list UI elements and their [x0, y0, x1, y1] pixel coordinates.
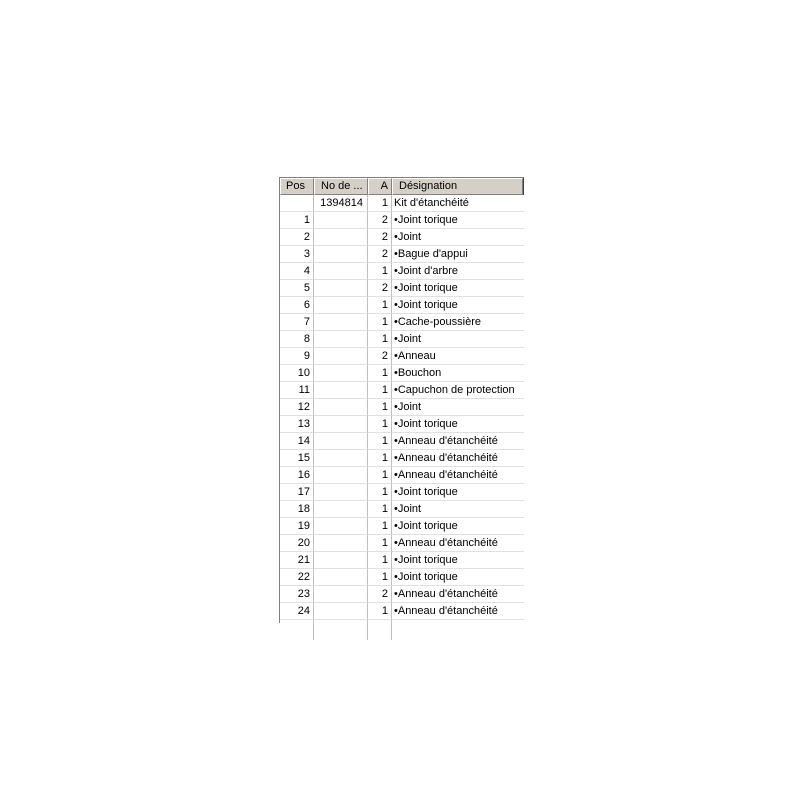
- column-header-pos[interactable]: Pos: [280, 178, 314, 195]
- column-header-quantity[interactable]: A: [368, 178, 392, 195]
- cell-pos: 17: [280, 484, 314, 501]
- cell-quantity: 1: [368, 535, 392, 552]
- cell-designation: •Joint torique: [392, 280, 524, 297]
- cell-part-number: [314, 501, 368, 518]
- cell-quantity: 1: [368, 450, 392, 467]
- cell-designation: •Joint d'arbre: [392, 263, 524, 280]
- table-row[interactable]: [280, 263, 524, 280]
- cell-pos: [280, 195, 314, 212]
- table-row[interactable]: [280, 416, 524, 433]
- cell-quantity: 1: [368, 416, 392, 433]
- cell-pos: 11: [280, 382, 314, 399]
- cell-quantity: 1: [368, 314, 392, 331]
- cell-pos: 2: [280, 229, 314, 246]
- cell-quantity: 1: [368, 467, 392, 484]
- cell-quantity: 1: [368, 195, 392, 212]
- cell-part-number: [314, 212, 368, 229]
- table-row[interactable]: [280, 433, 524, 450]
- cell-pos: 9: [280, 348, 314, 365]
- table-row[interactable]: [280, 382, 524, 399]
- table-row[interactable]: [280, 195, 524, 212]
- table-row[interactable]: [280, 518, 524, 535]
- cell-part-number: [314, 569, 368, 586]
- cell-quantity: 1: [368, 569, 392, 586]
- cell-designation: •Anneau d'étanchéité: [392, 603, 524, 620]
- table-row[interactable]: [280, 501, 524, 518]
- cell-part-number: [314, 450, 368, 467]
- cell-designation: •Anneau d'étanchéité: [392, 535, 524, 552]
- cell-part-number: [314, 416, 368, 433]
- table-row[interactable]: [280, 212, 524, 229]
- cell-part-number: [314, 331, 368, 348]
- cell-designation: •Joint torique: [392, 484, 524, 501]
- cell-part-number: [314, 314, 368, 331]
- cell-designation: •Joint: [392, 501, 524, 518]
- cell-quantity: 1: [368, 382, 392, 399]
- table-row[interactable]: [280, 569, 524, 586]
- table-row[interactable]: [280, 552, 524, 569]
- cell-designation: •Anneau d'étanchéité: [392, 433, 524, 450]
- cell-designation: •Joint torique: [392, 569, 524, 586]
- cell-pos: 16: [280, 467, 314, 484]
- table-row[interactable]: [280, 314, 524, 331]
- table-row[interactable]: [280, 229, 524, 246]
- table-row[interactable]: [280, 280, 524, 297]
- grid-empty-area: [280, 620, 524, 640]
- cell-designation: •Anneau d'étanchéité: [392, 586, 524, 603]
- cell-quantity: 1: [368, 433, 392, 450]
- cell-designation: •Anneau: [392, 348, 524, 365]
- table-row[interactable]: [280, 348, 524, 365]
- cell-quantity: 2: [368, 246, 392, 263]
- cell-part-number: [314, 586, 368, 603]
- cell-part-number: [314, 263, 368, 280]
- cell-part-number: [314, 399, 368, 416]
- cell-part-number: [314, 382, 368, 399]
- cell-designation: •Anneau d'étanchéité: [392, 467, 524, 484]
- cell-part-number: [314, 484, 368, 501]
- grid-header: [280, 177, 524, 195]
- cell-pos: 23: [280, 586, 314, 603]
- cell-pos: 4: [280, 263, 314, 280]
- cell-quantity: 1: [368, 518, 392, 535]
- table-row[interactable]: [280, 484, 524, 501]
- cell-part-number: [314, 280, 368, 297]
- cell-pos: 15: [280, 450, 314, 467]
- table-row[interactable]: [280, 535, 524, 552]
- parts-list-grid: [279, 177, 524, 623]
- empty-cell: [280, 620, 314, 640]
- cell-pos: 18: [280, 501, 314, 518]
- cell-part-number: [314, 535, 368, 552]
- cell-designation: •Joint torique: [392, 552, 524, 569]
- table-row[interactable]: [280, 297, 524, 314]
- cell-quantity: 1: [368, 484, 392, 501]
- cell-designation: •Joint: [392, 229, 524, 246]
- cell-quantity: 1: [368, 501, 392, 518]
- cell-quantity: 1: [368, 603, 392, 620]
- cell-quantity: 2: [368, 586, 392, 603]
- cell-pos: 22: [280, 569, 314, 586]
- column-header-designation[interactable]: Désignation: [392, 178, 523, 195]
- cell-designation: •Joint torique: [392, 212, 524, 229]
- cell-pos: 5: [280, 280, 314, 297]
- cell-designation: •Cache-poussière: [392, 314, 524, 331]
- cell-designation: •Joint torique: [392, 297, 524, 314]
- cell-quantity: 1: [368, 552, 392, 569]
- table-row[interactable]: [280, 603, 524, 620]
- cell-quantity: 1: [368, 365, 392, 382]
- cell-designation: •Bouchon: [392, 365, 524, 382]
- cell-quantity: 2: [368, 212, 392, 229]
- cell-pos: 13: [280, 416, 314, 433]
- cell-designation: Kit d'étanchéité: [392, 195, 524, 212]
- cell-quantity: 1: [368, 263, 392, 280]
- cell-quantity: 1: [368, 297, 392, 314]
- table-row[interactable]: [280, 450, 524, 467]
- cell-quantity: 2: [368, 229, 392, 246]
- cell-designation: •Capuchon de protection: [392, 382, 524, 399]
- empty-cell: [314, 620, 368, 640]
- cell-pos: 6: [280, 297, 314, 314]
- cell-part-number: [314, 433, 368, 450]
- cell-part-number: [314, 229, 368, 246]
- cell-designation: •Joint: [392, 399, 524, 416]
- empty-cell: [368, 620, 392, 640]
- cell-pos: 3: [280, 246, 314, 263]
- table-row[interactable]: [280, 586, 524, 603]
- cell-part-number: [314, 603, 368, 620]
- cell-part-number: [314, 246, 368, 263]
- table-row[interactable]: [280, 331, 524, 348]
- table-row[interactable]: [280, 467, 524, 484]
- column-header-part-number[interactable]: No de ...: [314, 178, 368, 195]
- cell-pos: 24: [280, 603, 314, 620]
- grid-body: [280, 195, 524, 640]
- cell-part-number: [314, 518, 368, 535]
- table-row[interactable]: [280, 365, 524, 382]
- table-row[interactable]: [280, 246, 524, 263]
- cell-pos: 7: [280, 314, 314, 331]
- cell-part-number: [314, 348, 368, 365]
- empty-cell: [392, 620, 524, 640]
- cell-quantity: 1: [368, 399, 392, 416]
- cell-part-number: 1394814: [314, 195, 368, 212]
- cell-pos: 19: [280, 518, 314, 535]
- cell-part-number: [314, 297, 368, 314]
- cell-quantity: 2: [368, 348, 392, 365]
- cell-pos: 8: [280, 331, 314, 348]
- cell-designation: •Anneau d'étanchéité: [392, 450, 524, 467]
- cell-designation: •Bague d'appui: [392, 246, 524, 263]
- cell-part-number: [314, 365, 368, 382]
- cell-designation: •Joint torique: [392, 518, 524, 535]
- cell-designation: •Joint torique: [392, 416, 524, 433]
- cell-quantity: 1: [368, 331, 392, 348]
- cell-pos: 20: [280, 535, 314, 552]
- cell-part-number: [314, 467, 368, 484]
- cell-pos: 12: [280, 399, 314, 416]
- cell-pos: 1: [280, 212, 314, 229]
- cell-pos: 21: [280, 552, 314, 569]
- table-row[interactable]: [280, 399, 524, 416]
- cell-part-number: [314, 552, 368, 569]
- cell-quantity: 2: [368, 280, 392, 297]
- cell-pos: 14: [280, 433, 314, 450]
- cell-pos: 10: [280, 365, 314, 382]
- cell-designation: •Joint: [392, 331, 524, 348]
